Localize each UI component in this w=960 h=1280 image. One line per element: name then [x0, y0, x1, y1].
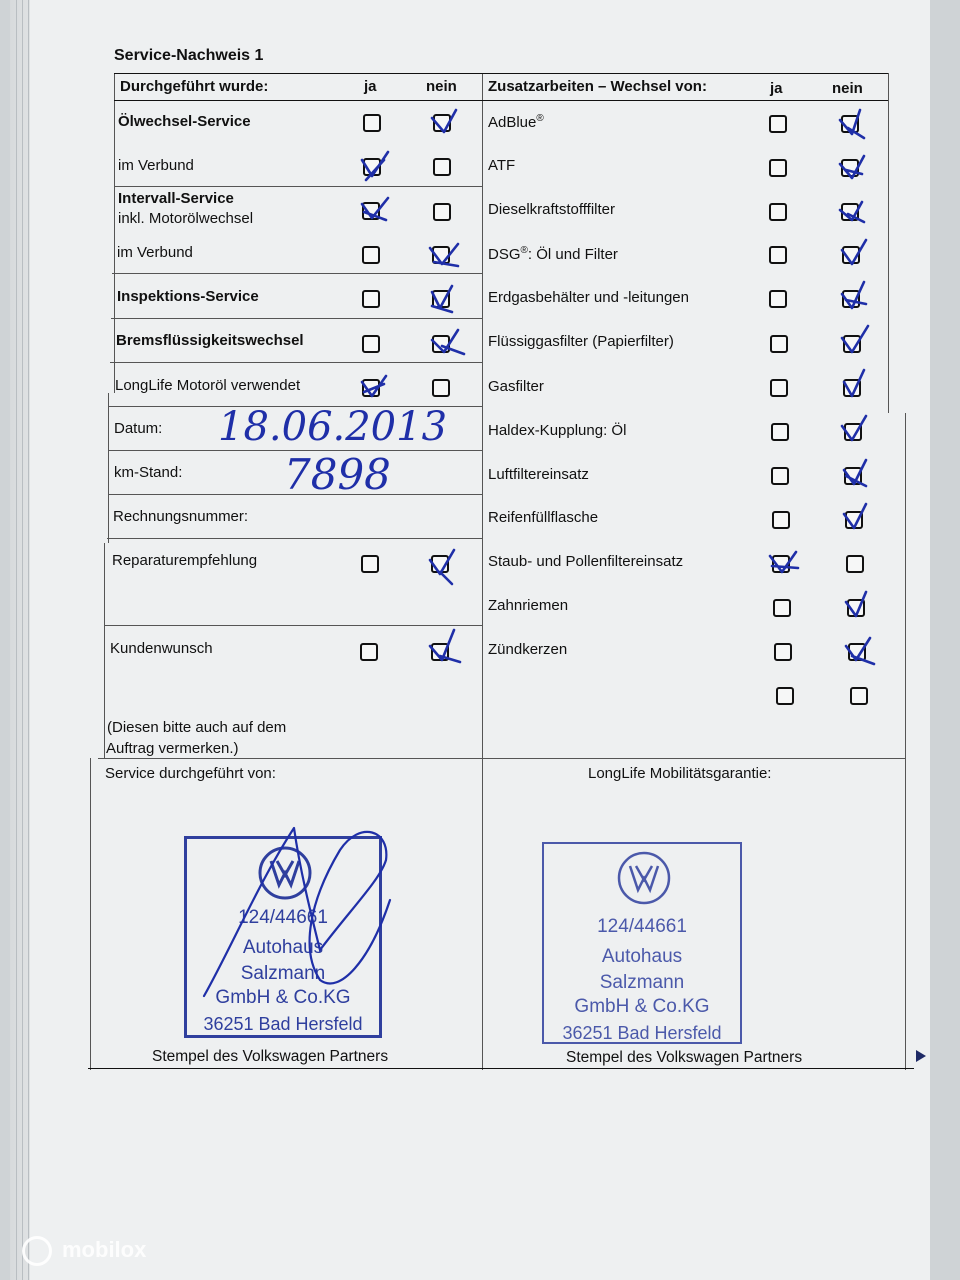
- row-label-fluessiggas: Flüssiggasfilter (Papierfilter): [488, 333, 674, 350]
- check-mark-adblue-nein: [840, 110, 864, 138]
- row-label-gasfilter: Gasfilter: [488, 378, 544, 395]
- check-mark-atf-nein: [840, 156, 864, 178]
- stamp-line-company: GmbH & Co.KG: [215, 987, 351, 1008]
- stamp-line-address: 36251 Bad Hersfeld: [203, 1014, 363, 1034]
- right-header: Zusatzarbeiten – Wechsel von:: [488, 78, 707, 95]
- row-label-intervall: Intervall-Service: [118, 190, 234, 207]
- ja-header-left: ja: [364, 78, 377, 95]
- stamp-line-company: GmbH & Co.KG: [574, 996, 710, 1017]
- check-mark-pollen-ja: [770, 552, 798, 572]
- row-label-haldex: Haldex-Kupplung: Öl: [488, 422, 627, 439]
- row-sublabel-intervall: inkl. Motorölwechsel: [118, 210, 254, 227]
- next-page-arrow-icon: [916, 1050, 926, 1062]
- check-mark-dsg-nein: [842, 240, 866, 264]
- check-mark-erdgas-nein: [842, 282, 866, 308]
- check-mark-reparatur-nein: [430, 550, 454, 584]
- check-mark-brems-nein: [432, 330, 464, 354]
- km-stand-label: km-Stand:: [114, 464, 183, 481]
- check-mark-diesel-nein: [840, 202, 864, 222]
- left-border: [90, 758, 91, 1070]
- nein-header-right: nein: [832, 80, 863, 97]
- rechnungsnummer-label: Rechnungsnummer:: [113, 508, 249, 525]
- km-stand-value-handwritten: 7898: [284, 450, 391, 499]
- check-mark-inspektion-nein: [432, 286, 452, 312]
- row-label-reifenfuell: Reifenfüllflasche: [488, 509, 599, 526]
- datum-value-handwritten: 18.06.2013: [218, 404, 448, 450]
- table-bottom-line: [88, 1068, 914, 1069]
- row-label-atf: ATF: [488, 157, 516, 174]
- vw-logo-icon: [616, 850, 672, 906]
- check-mark-luftfilter-nein: [844, 460, 866, 486]
- check-mark-gasfilter-nein: [844, 370, 864, 396]
- row-label-adblue: AdBlue®: [488, 113, 544, 131]
- row-label-inspektion: Inspektions-Service: [117, 288, 259, 305]
- check-mark-fluessiggas-nein: [842, 326, 868, 352]
- mobilox-logo-icon: [22, 1236, 52, 1266]
- check-mark-zuendkerzen-nein: [846, 638, 874, 664]
- row-label-dieselfilter: Dieselkraftstofffilter: [488, 201, 615, 218]
- form-title: Service-Nachweis 1: [114, 47, 264, 64]
- longlife-mobilitaet-label: LongLife Mobilitätsgarantie:: [588, 765, 772, 782]
- check-mark-oelwechsel-nein: [432, 110, 456, 132]
- row-label-oelwechsel: Ölwechsel-Service: [118, 113, 251, 130]
- check-mark-kunden-nein: [430, 630, 460, 662]
- stamp-caption-right: Stempel des Volkswagen Partners: [566, 1049, 803, 1066]
- row-label-dsg: DSG®: Öl und Filter: [488, 245, 618, 263]
- row-label-bremsfluessigkeit: Bremsflüssigkeitswechsel: [116, 332, 304, 349]
- row-label-im-verbund-2: im Verbund: [117, 244, 193, 261]
- row-label-luftfilter: Luftfiltereinsatz: [488, 466, 589, 483]
- kundenwunsch-note-line2: Auftrag vermerken.): [106, 740, 239, 757]
- check-mark-zahnriemen-nein: [846, 592, 866, 616]
- stamp-line-autohaus: Autohaus: [242, 937, 324, 958]
- check-mark-haldex-nein: [842, 416, 866, 440]
- left-header: Durchgeführt wurde:: [120, 78, 269, 95]
- check-mark-verbund1-ja: [362, 152, 388, 180]
- row-label-zuendkerzen: Zündkerzen: [488, 641, 568, 658]
- stamp-dealer-number: 124/44661: [597, 916, 687, 937]
- row-label-erdgas: Erdgasbehälter und -leitungen: [488, 289, 689, 306]
- dealer-stamp-right: [542, 842, 742, 1044]
- stamp-line-name: Salzmann: [240, 963, 326, 984]
- reparaturempfehlung-label: Reparaturempfehlung: [112, 552, 258, 569]
- stamp-line-name: Salzmann: [599, 972, 685, 993]
- stamp-line-autohaus: Autohaus: [601, 946, 683, 967]
- signature: [190, 820, 410, 1050]
- stamp-dealer-number: 124/44661: [238, 907, 328, 928]
- kundenwunsch-label: Kundenwunsch: [110, 640, 213, 657]
- check-mark-longlife-ja: [362, 376, 386, 396]
- ja-header-right: ja: [770, 80, 783, 97]
- check-mark-verbund2-nein: [430, 244, 458, 266]
- kundenwunsch-note-line1: (Diesen bitte auch auf dem: [107, 719, 287, 736]
- check-mark-reifen-nein: [844, 504, 866, 528]
- row-label-im-verbund-1: im Verbund: [118, 157, 194, 174]
- datum-label: Datum:: [114, 420, 163, 437]
- stamp-line-address: 36251 Bad Hersfeld: [562, 1023, 722, 1043]
- check-mark-intervall-ja: [362, 198, 388, 220]
- watermark-text: mobilox: [62, 1237, 147, 1262]
- row-label-longlife: LongLife Motoröl verwendet: [115, 377, 301, 394]
- row-label-pollenfilter: Staub- und Pollenfiltereinsatz: [488, 553, 684, 570]
- stamp-caption-left: Stempel des Volkswagen Partners: [152, 1048, 389, 1065]
- service-durchgefuehrt-label: Service durchgeführt von:: [105, 765, 276, 782]
- nein-header-left: nein: [426, 78, 457, 95]
- row-label-zahnriemen: Zahnriemen: [488, 597, 569, 614]
